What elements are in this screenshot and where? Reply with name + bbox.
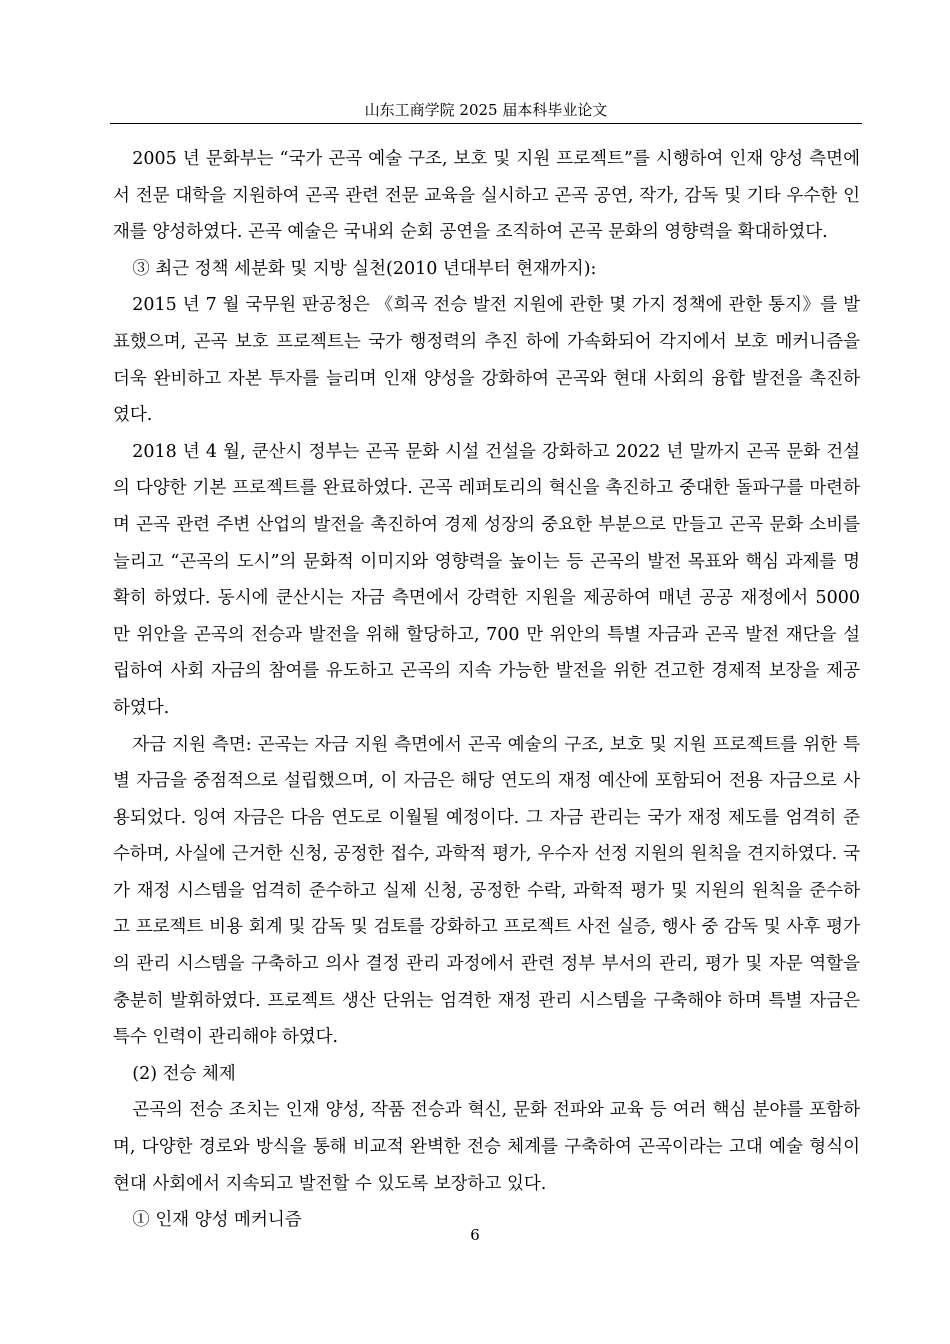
subheading-recent-policy: ③ 최근 정책 세분화 및 지방 실천(2010 년대부터 현재까지):: [132, 258, 597, 279]
subheading-talent-training: ① 인재 양성 메커니즘: [132, 1210, 302, 1231]
subheading-inheritance-system: (2) 전승 체제: [132, 1063, 236, 1084]
paragraph-2015-state-council: 2015 년 7 월 국무원 판공청은 《희곡 전승 발전 지원에 관한 몇 가지 정책에 관한 통지》를 발표했으며, 곤곡 보호 프로젝트는 국가 행정력의 추진 하에 가속화되어 각지에서 보호 메커니즘을 더욱 완비하고 자본 투자를 늘리며 인재 양성을 강화하여 곤곡와 현대 사회의 융합 발전을 촉진하였다.: [113, 295, 860, 426]
paragraph-inheritance-measures: 곤곡의 전승 조치는 인재 양성, 작품 전승과 혁신, 문화 전파와 교육 등 여러 핵심 분야를 포함하며, 다양한 경로와 방식을 통해 비교적 완벽한 전승 체계를 구축하여 곤곡이라는 고대 예술 형식이 현대 사회에서 지속되고 발전할 수 있도록 보장하고 있다.: [113, 1100, 860, 1194]
body-text: [113, 141, 860, 1239]
paragraph-funding-support: 자금 지원 측면: 곤곡는 자금 지원 측면에서 곤곡 예술의 구조, 보호 및 지원 프로젝트를 위한 특별 자금을 중점적으로 설립했으며, 이 자금은 해당 연도의 재정 예산에 포함되어 전용 자금으로 사용되었다. 잉여 자금은 다음 연도로 이월될 예정이다. 그 자금 관리는 국가 재정 제도를 엄격히 준수하며, 사실에 근거한 신청, 공정한 접수, 과학적 평가, 우수자 선정 지원의 원칙을 견지하였다. 국가 재정 시스템을 엄격히 준수하고 실제 신청, 공정한 수락, 과학적 평가 및 지원의 원칙을 준수하고 프로젝트 비용 회계 및 감독 및 검토를 강화하고 프로젝트 사전 실증, 행사 중 감독 및 사후 평가의 관리 시스템을 구축하고 의사 결정 관리 과정에서 관련 정부 부서의 관리, 평가 및 자문 역할을 충분히 발휘하였다. 프로젝트 생산 단위는 엄격한 재정 관리 시스템을 구축해야 하며 특별 자금은 특수 인력이 관리해야 하였다.: [113, 734, 860, 1048]
paragraph-2005-culture-ministry: 2005 년 문화부는 “국가 곤곡 예술 구조, 보호 및 지원 프로젝트”를 시행하여 인재 양성 측면에서 전문 대학을 지원하여 곤곡 관련 전문 교육을 실시하고 곤곡 공연, 작가, 감독 및 기타 우수한 인재를 양성하였다. 곤곡 예술은 국내외 순회 공연을 조직하여 곤곡 문화의 영향력을 확대하였다.: [113, 149, 860, 243]
page-number: 6: [470, 1226, 480, 1244]
paragraph-2018-kunshan: 2018 년 4 월, 쿤산시 정부는 곤곡 문화 시설 건설을 강화하고 2022 년 말까지 곤곡 문화 건설의 다양한 기본 프로젝트를 완료하였다. 곤곡 레퍼토리의 혁신을 촉진하고 중대한 돌파구를 마련하며 곤곡 관련 주변 산업의 발전을 촉진하여 경제 성장의 중요한 부분으로 만들고 곤곡 문화 소비를 늘리고 “곤곡의 도시”의 문화적 이미지와 영향력을 높이는 등 곤곡의 발전 목표와 핵심 과제를 명확히 하였다. 동시에 쿤산시는 자금 측면에서 강력한 지원을 제공하여 매년 공공 재정에서 5000 만 위안을 곤곡의 전승과 발전을 위해 할당하고, 700 만 위안의 특별 자금과 곤곡 발전 재단을 설립하여 사회 자금의 참여를 유도하고 곤곡의 지속 가능한 발전을 위한 견고한 경제적 보장을 제공하였다.: [113, 441, 860, 718]
running-header: 山东工商学院 2025 届本科毕业论文: [364, 101, 608, 119]
header-rule: [110, 123, 862, 124]
